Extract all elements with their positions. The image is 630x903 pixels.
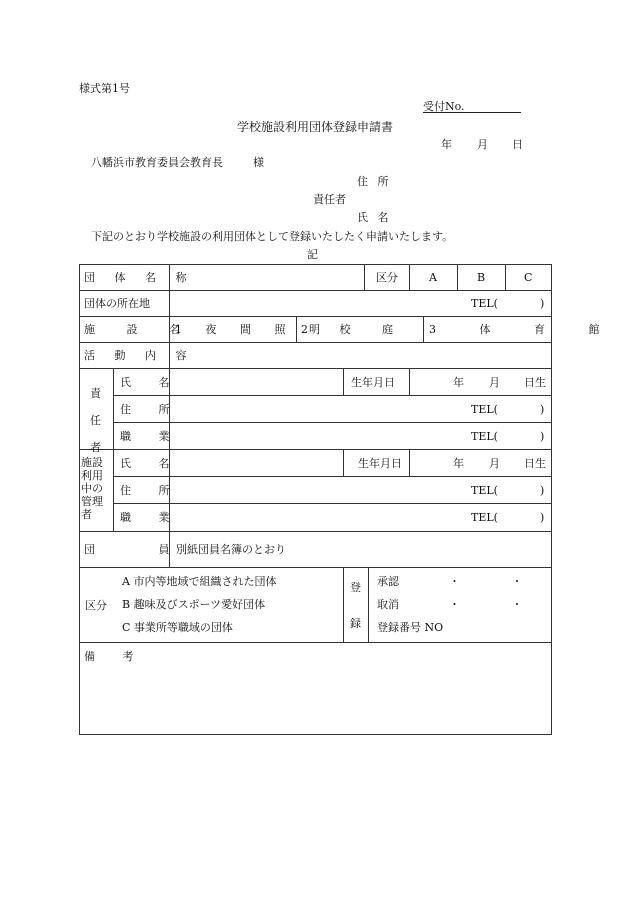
date-day: 日 [512, 138, 523, 151]
manager-birth-month: 月 [489, 457, 500, 470]
registration-label-top: 登 [350, 581, 361, 594]
division-a[interactable]: A [429, 271, 437, 284]
responsible-birth-month: 月 [489, 376, 500, 389]
col-line [409, 368, 410, 396]
responsible-occupation-tel-close: ) [540, 430, 545, 443]
col-line [343, 567, 344, 643]
manager-birth-day: 日生 [524, 457, 546, 470]
registration-number-label: 登録番号 NO [377, 621, 444, 634]
manager-occupation-tel-close: ) [540, 511, 545, 524]
date-month: 月 [477, 138, 488, 151]
col-line [368, 567, 369, 643]
division-label: 区分 [376, 271, 398, 284]
location-tel-close: ) [540, 297, 545, 310]
facility-label: 施 設 名 [84, 323, 194, 336]
manager-birthdate-label: 生年月日 [358, 457, 402, 470]
manager-occupation-label: 職 業 [120, 511, 182, 524]
facility-option-schoolyard[interactable]: 2 校 庭 [301, 323, 407, 336]
manager-group-label: 施設利用中の管理者 [81, 456, 103, 521]
responsible-tel-close: ) [540, 403, 545, 416]
addressee-suffix: 様 [253, 156, 264, 169]
group-name-field[interactable] [176, 268, 362, 288]
col-line [343, 368, 344, 396]
location-label: 団体の所在地 [84, 297, 150, 310]
members-label: 団 員 [84, 543, 200, 556]
col-line [364, 264, 365, 291]
col-line [409, 449, 410, 477]
col-line [113, 368, 114, 532]
responsible-birth-day: 日生 [524, 376, 546, 389]
manager-address-label: 住 所 [120, 484, 182, 497]
manager-tel-label: TEL( [471, 484, 498, 497]
remarks-label: 備 考 [84, 650, 146, 663]
facility-option-gym[interactable]: 3 体 育 館 [429, 323, 620, 336]
category-c[interactable]: C 事業所等職域の団体 [122, 621, 233, 634]
form-number: 様式第1号 [79, 82, 130, 95]
approval-label: 承認 [377, 575, 399, 588]
location-tel-label: TEL( [471, 297, 498, 310]
applicant-address-label: 住 所 [357, 175, 392, 188]
responsible-occupation-tel-label: TEL( [471, 430, 498, 443]
reception-no-field[interactable] [423, 112, 521, 113]
approval-date-dots: ・ ・ [449, 575, 547, 588]
category-b[interactable]: B 趣味及びスポーツ愛好団体 [122, 598, 266, 611]
addressee: 八幡浜市教育委員会教育長 [91, 156, 223, 169]
facility-option-lighting[interactable]: 1 夜 間 照 明 [175, 323, 330, 336]
col-line [423, 316, 424, 343]
col-line [409, 264, 410, 291]
activity-label: 活 動 内 容 [84, 349, 195, 362]
remarks-field[interactable] [120, 668, 548, 730]
col-line [343, 449, 344, 477]
responsible-name-label: 氏 名 [120, 376, 182, 389]
manager-birth-year: 年 [453, 457, 464, 470]
registration-label-bottom: 録 [350, 617, 361, 630]
responsible-address-label: 住 所 [120, 403, 182, 416]
applicant-name-label: 氏 名 [357, 211, 392, 224]
division-b[interactable]: B [477, 271, 486, 284]
group-name-label: 団 体 名 称 [84, 271, 195, 284]
cancellation-label: 取消 [377, 598, 399, 611]
category-a[interactable]: A 市内等地域で組織された団体 [122, 575, 277, 588]
date-year: 年 [441, 138, 452, 151]
responsible-group-label: 責任者 [90, 387, 101, 454]
manager-tel-close: ) [540, 484, 545, 497]
request-text: 下記のとおり学校施設の利用団体として登録いたしたく申請いたします。 [91, 230, 454, 243]
responsible-birthdate-label: 生年月日 [351, 376, 395, 389]
responsible-occupation-label: 職 業 [120, 430, 182, 443]
responsible-birth-year: 年 [453, 376, 464, 389]
members-value: 別紙団員名簿のとおり [176, 543, 286, 556]
ki-label: 記 [307, 248, 318, 261]
division-c[interactable]: C [524, 271, 533, 284]
reception-no-label: 受付No. [423, 100, 465, 113]
applicant-responsible-label: 責任者 [313, 193, 346, 206]
col-line [505, 264, 506, 291]
manager-occupation-tel-label: TEL( [471, 511, 498, 524]
col-line [457, 264, 458, 291]
page-title: 学校施設利用団体登録申請書 [237, 120, 394, 134]
cancellation-date-dots: ・ ・ [449, 598, 547, 611]
responsible-tel-label: TEL( [471, 403, 498, 416]
category-label: 区分 [85, 599, 107, 612]
manager-name-label: 氏 名 [120, 457, 182, 470]
